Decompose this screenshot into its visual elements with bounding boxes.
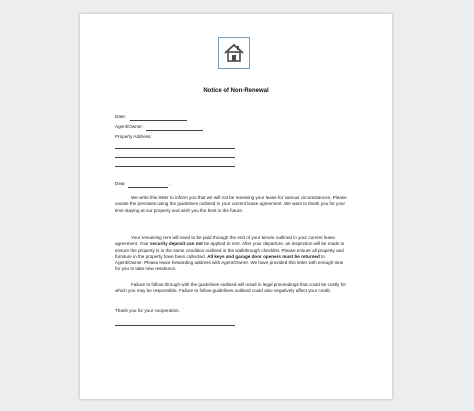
house-icon [223,42,245,64]
address-blank-3 [115,166,235,167]
signature-blank [115,325,235,326]
salutation [115,181,125,187]
address-blank-2 [115,157,235,158]
salutation-comma: , [169,181,171,186]
paragraph-1: We write this letter to inform you that we will not be renewing your lease for various circumstances. Please vacate the premises using the guidelines outlined in your current lease agreement. We want to thank you for your time staying at our property and wish you the best in the future. [115,195,347,213]
date-blank [130,120,187,121]
paragraph-2-bold-1: security deposit can not [150,241,203,247]
paragraph-2-text-3: to Agent/Owner. Please leave forwarding address with Agent/Owner. We have provided this letter with enough time for you to take new residence. [115,253,344,272]
document-title: Notice of Non-Renewal [203,88,269,94]
agent-blank [146,130,203,131]
recipient-blank [128,187,168,188]
agent-label: Agent/Owner: [115,124,144,129]
paragraph-3: Failure to follow through with the guidelines outlined will result in legal proceedings that could be costly for which you may be responsible. Failure to follow guidelines outlined could also negatively affect your credit. [115,282,347,294]
paragraph-2 [115,235,347,273]
closing: Thank you for your cooperation, [115,308,180,313]
document-page [80,14,392,399]
paragraph-2-bold-2: All keys and garage door openers must be returned [207,253,320,259]
address-label: Property Address: [115,134,152,139]
date-label: Date: [115,114,126,119]
paragraph-2-text-2: be applied to rent. After your departure, an inspection will be made to ensure the property is in the same condition outlined in the walkthrough checklist. Please ensure all property and furniture in the property have been collected. [115,241,345,259]
paragraph-2-text-1: Your remaining rent will need to be paid through the end of your tenure outlined in your current lease agreement. Your [115,235,335,247]
dear-label: Dear [115,181,125,186]
address-blank-1 [115,148,235,149]
logo [218,37,250,69]
